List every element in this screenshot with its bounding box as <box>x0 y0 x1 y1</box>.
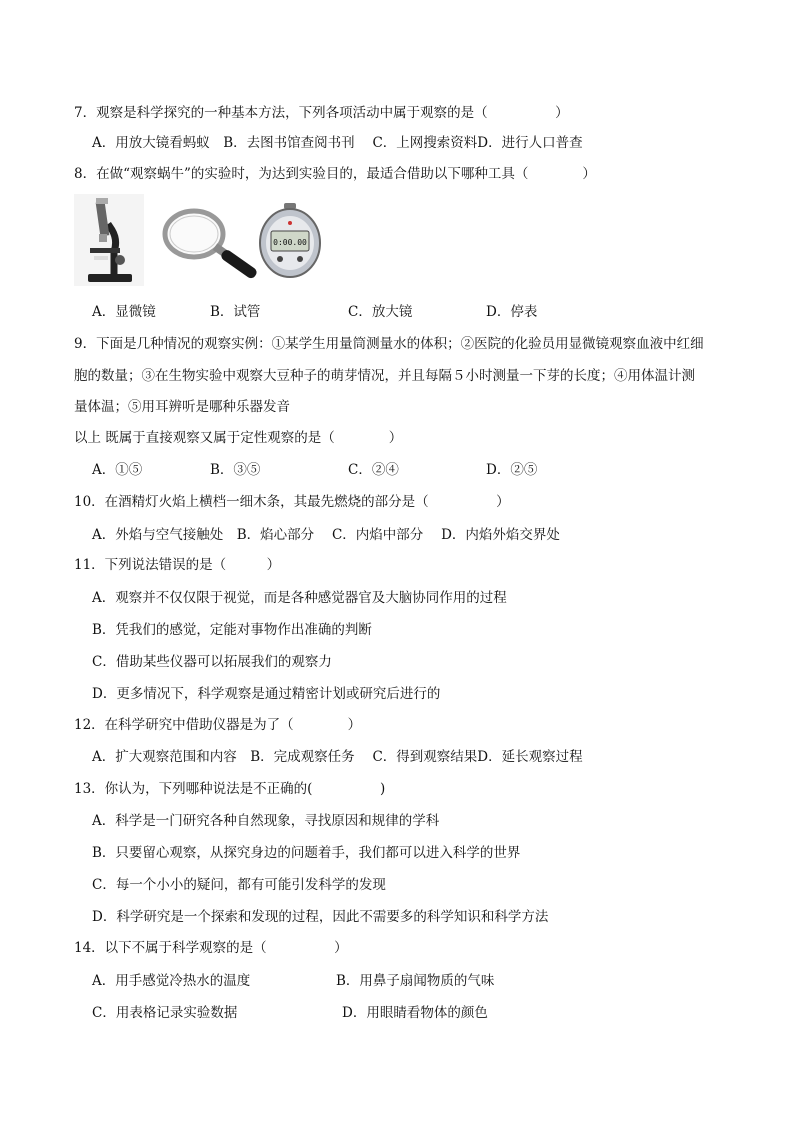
q10-stem: 10．在酒精灯火焰上横档一细木条，其最先燃烧的部分是（ ） <box>74 494 510 510</box>
q13-stem: 13．你认为，下列哪种说法是不正确的( ) <box>74 781 386 797</box>
q11-stem: 11．下列说法错误的是（ ） <box>74 557 281 573</box>
magnifying-glass-image <box>160 206 260 284</box>
q11-option-d: D．更多情况下，科学观察是通过精密计划或研究后进行的 <box>92 686 441 702</box>
q8-option-a: A．显微镜 <box>92 304 156 320</box>
q7-stem: 7．观察是科学探究的一种基本方法，下列各项活动中属于观察的是（ ） <box>74 105 569 121</box>
q14-option-c: C．用表格记录实验数据 <box>92 1005 238 1021</box>
q14-option-d: D．用眼睛看物体的颜色 <box>342 1005 488 1021</box>
q9-option-c: C．②④ <box>348 462 399 478</box>
q8-option-b: B．试管 <box>210 304 261 320</box>
q14-option-a: A．用手感觉冷热水的温度 <box>92 973 251 989</box>
q9-question: 以上 既属于直接观察又属于定性观察的是（ ） <box>74 430 403 446</box>
q13-option-b: B．只要留心观察，从探究身边的问题着手，我们都可以进入科学的世界 <box>92 845 521 861</box>
q9-option-d: D．②⑤ <box>486 462 538 478</box>
q14-option-b: B．用鼻子扇闻物质的气味 <box>336 973 495 989</box>
q8-option-c: C．放大镜 <box>348 304 413 320</box>
q13-option-a: A．科学是一门研究各种自然现象，寻找原因和规律的学科 <box>92 813 440 829</box>
q7-options: A．用放大镜看蚂蚁 B．去图书馆查阅书刊 C．上网搜索资料D．进行人口普查 <box>92 135 583 151</box>
q12-stem: 12．在科学研究中借助仪器是为了（ ） <box>74 717 362 733</box>
q11-option-b: B．凭我们的感觉，定能对事物作出准确的判断 <box>92 622 372 638</box>
q11-option-c: C．借助某些仪器可以拓展我们的观察力 <box>92 654 332 670</box>
q13-option-c: C．每一个小小的疑问，都有可能引发科学的发现 <box>92 877 386 893</box>
q13-option-d: D．科学研究是一个探索和发现的过程，因此不需要多的科学知识和科学方法 <box>92 909 549 925</box>
q11-option-a: A．观察并不仅仅限于视觉，而是各种感觉器官及大脑协同作用的过程 <box>92 590 507 606</box>
q10-options: A．外焰与空气接触处 B．焰心部分 C．内焰中部分 D．内焰外焰交界处 <box>92 527 560 543</box>
q9-stem-line-2: 胞的数量；③在生物实验中观察大豆种子的萌芽情况，并且每隔５小时测量一下芽的长度；④用体温计测 <box>74 368 695 384</box>
microscope-image <box>74 194 144 286</box>
q9-option-a: A．①⑤ <box>92 462 143 478</box>
q9-option-b: B．③⑤ <box>210 462 261 478</box>
q8-stem: 8．在做“观察蜗牛”的实验时，为达到实验目的，最适合借助以下哪种工具（ ） <box>74 166 596 182</box>
q12-options: A．扩大观察范围和内容 B．完成观察任务 C．得到观察结果D．延长观察过程 <box>92 749 583 765</box>
q14-stem: 14．以下不属于科学观察的是（ ） <box>74 940 348 956</box>
q8-option-d: D．停表 <box>486 304 538 320</box>
q9-stem-line-1: 9．下面是几种情况的观察实例：①某学生用量筒测量水的体积；②医院的化验员用显微镜观察血液中红细 <box>74 336 704 352</box>
stopwatch-image <box>258 203 322 279</box>
stopwatch-display: 0:00.00 <box>273 238 307 247</box>
q9-stem-line-3: 量体温；⑤用耳辨听是哪种乐器发音 <box>74 399 290 415</box>
